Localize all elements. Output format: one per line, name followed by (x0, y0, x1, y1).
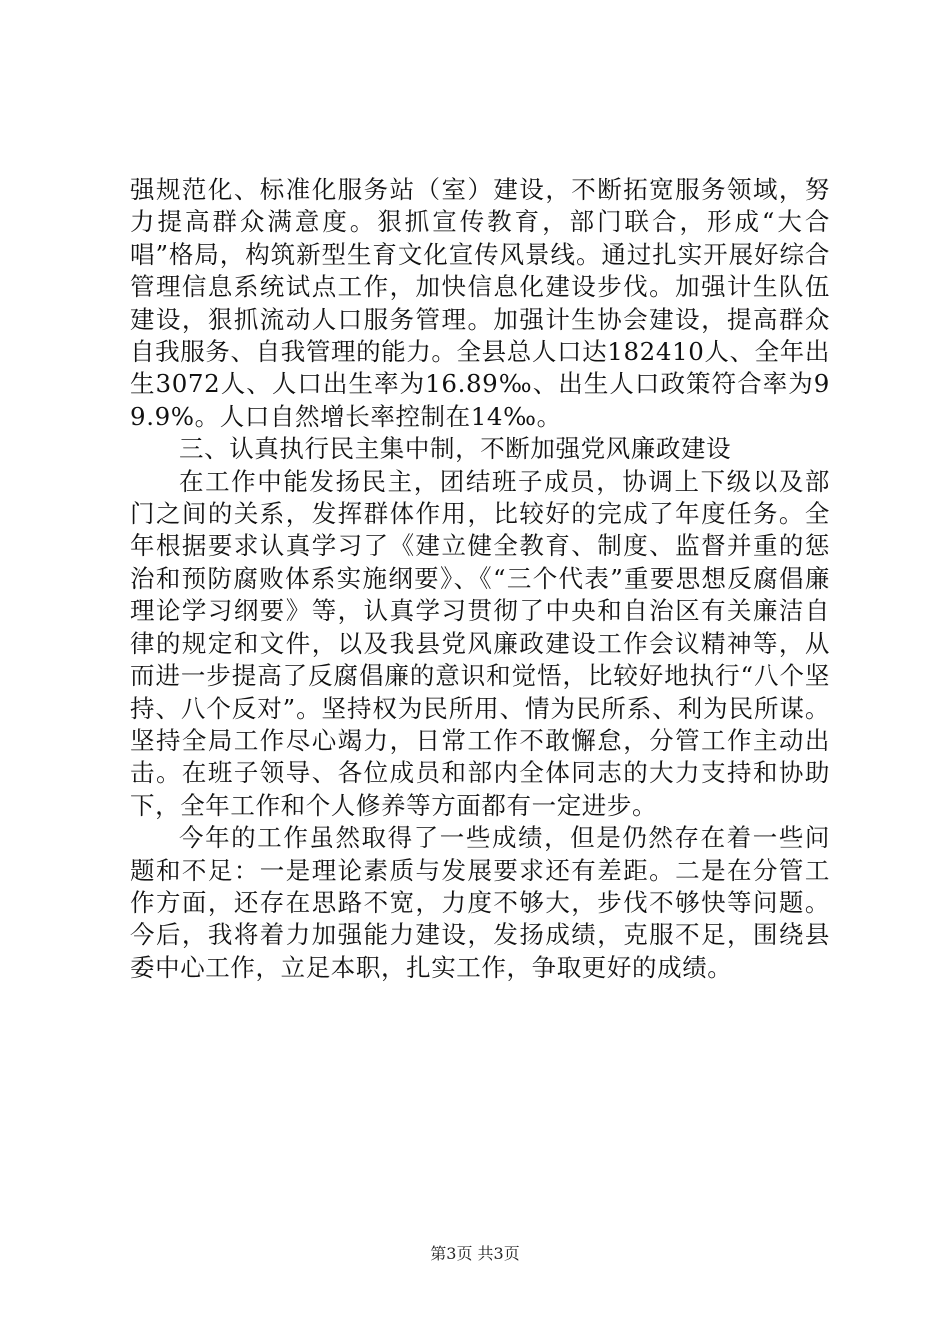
paragraph-continuation: 强规范化、标准化服务站（室）建设，不断拓宽服务领域，努力提高群众满意度。狠抓宣传教育，部门联合，形成“大合唱”格局，构筑新型生育文化宣传风景线。通过扎实开展好综合管理信息系统试点工作，加快信息化建设步伐。加强计生队伍建设，狠抓流动人口服务管理。加强计生协会建设，提高群众自我服务、自我管理的能力。全县总人口达182410人、全年出生3072人、人口出生率为16.89‰、出生人口政策符合率为99.9%。人口自然增长率控制在14‰。 (130, 175, 830, 431)
document-body (130, 174, 830, 984)
section-heading: 三、认真执行民主集中制，不断加强党风廉政建设 (179, 434, 732, 464)
paragraph-discipline: 在工作中能发扬民主，团结班子成员，协调上下级以及部门之间的关系，发挥群体作用，比较好的完成了年度任务。全年根据要求认真学习了《建立健全教育、制度、监督并重的惩治和预防腐败体系实施纲要》、《“三个代表”重要思想反腐倡廉理论学习纲要》等，认真学习贯彻了中央和自治区有关廉洁自律的规定和文件，以及我县党风廉政建设工作会议精神等，从而进一步提高了反腐倡廉的意识和觉悟，比较好地执行“八个坚持、八个反对”。坚持权为民所用、情为民所系、利为民所谋。坚持全局工作尽心竭力，日常工作不敢懈怠，分管工作主动出击。在班子领导、各位成员和部内全体同志的大力支持和协助下，全年工作和个人修养等方面都有一定进步。 (130, 466, 830, 820)
paragraph-shortcomings: 今年的工作虽然取得了一些成绩，但是仍然存在着一些问题和不足：一是理论素质与发展要求还有差距。二是在分管工作方面，还存在思路不宽，力度不够大，步伐不够快等问题。今后，我将着力加强能力建设，发扬成绩，克服不足，围绕县委中心工作，立足本职，扎实工作，争取更好的成绩。 (130, 823, 830, 982)
page-footer: 第3页 共3页 (430, 1244, 520, 1263)
